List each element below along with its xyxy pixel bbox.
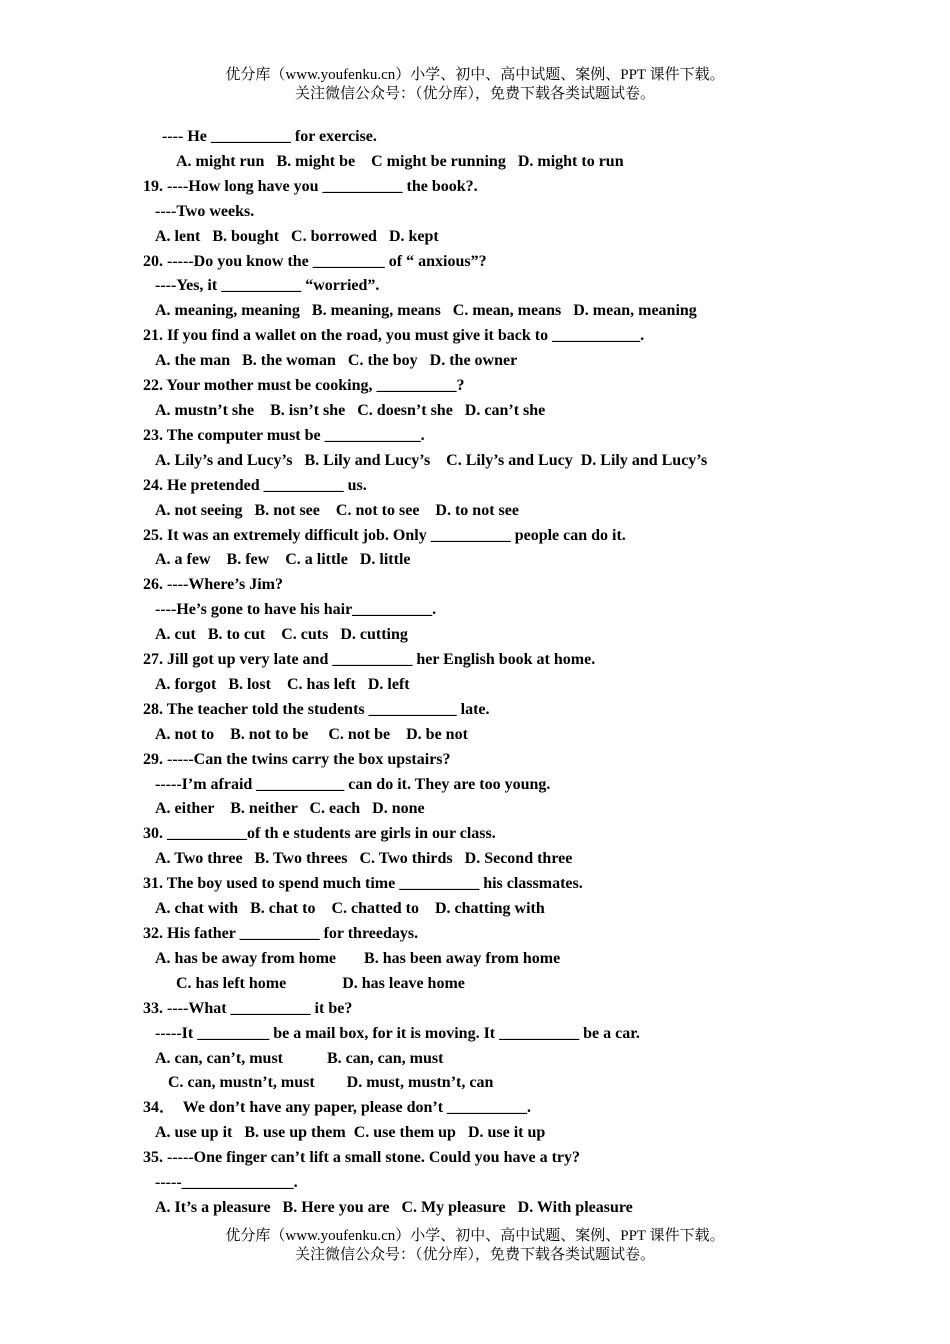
text-line: A. might run B. might be C might be running D. might to run [176,152,624,170]
question-content [143,125,863,1221]
text-line: A. can, can’t, must B. can, can, must [155,1049,444,1067]
text-line: A. use up it B. use up them C. use them up D. use it up [155,1124,546,1142]
text-line: 31. The boy used to spend much time __________ his classmates. [143,875,583,893]
text-line: A. chat with B. chat to C. chatted to D. chatting with [155,900,545,918]
text-line: A. It’s a pleasure B. Here you are C. My pleasure D. With pleasure [155,1198,633,1216]
text-line: A. has be away from home B. has been away from home [155,949,561,967]
text-line: A. not to B. not to be C. not be D. be not [155,725,468,743]
text-line: A. mustn’t she B. isn’t she C. doesn’t she D. can’t she [155,401,546,419]
footer-line-1: 优分库（www.youfenku.cn）小学、初中、高中试题、案例、PPT 课件下载。 [225,1228,725,1244]
text-line: 28. The teacher told the students ___________ late. [143,700,490,718]
text-line: A. meaning, meaning B. meaning, means C. mean, means D. mean, meaning [155,302,697,320]
text-line: A. forgot B. lost C. has left D. left [155,675,410,693]
text-line: A. a few B. few C. a little D. little [155,551,411,569]
text-line: 21. If you find a wallet on the road, you must give it back to ___________. [143,327,645,345]
header-line-2: 关注微信公众号：（优分库），免费下载各类试题试卷。 [294,86,655,102]
page-header [0,66,950,104]
text-line: A. Lily’s and Lucy’s B. Lily and Lucy’s C. Lily’s and Lucy D. Lily and Lucy’s [155,451,708,469]
text-line: 24. He pretended __________ us. [143,476,367,494]
text-line: 22. Your mother must be cooking, __________? [143,377,465,395]
text-line: 20. -----Do you know the _________ of “ anxious”? [143,252,487,270]
text-line: ---- He __________ for exercise. [162,128,377,145]
text-line: 30. __________of th e students are girls in our class. [143,825,496,843]
text-line: A. not seeing B. not see C. not to see D. to not see [155,501,519,519]
text-line: C. has left home D. has leave home [176,974,465,992]
text-line: 19. ----How long have you __________ the book?. [143,177,478,195]
text-line: 34． We don’t have any paper, please don’t __________. [143,1099,532,1117]
text-line: ----He’s gone to have his hair__________. [155,601,437,619]
text-line: ----Yes, it __________ “worried”. [155,277,380,295]
text-line: 32. His father __________ for threedays. [143,925,419,942]
text-line: 33. ----What __________ it be? [143,999,353,1017]
text-line: C. can, mustn’t, must D. must, mustn’t, can [168,1074,494,1092]
text-line: 35. -----One finger can’t lift a small stone. Could you have a try? [143,1149,580,1167]
text-line: A. lent B. bought C. borrowed D. kept [155,227,439,245]
text-line: A. the man B. the woman C. the boy D. the owner [155,352,518,370]
text-line: ----Two weeks. [155,202,255,220]
text-line: 29. -----Can the twins carry the box upstairs? [143,750,451,768]
text-line: 23. The computer must be ____________. [143,426,425,444]
text-line: 25. It was an extremely difficult job. Only __________ people can do it. [143,526,626,544]
text-line: A. cut B. to cut C. cuts D. cutting [155,626,408,644]
text-line: -----I’m afraid ___________ can do it. They are too young. [155,775,551,793]
text-line: A. Two three B. Two threes C. Two thirds D. Second three [155,850,573,868]
text-line: A. either B. neither C. each D. none [155,800,425,818]
text-line: -----It _________ be a mail box, for it is moving. It __________ be a car. [155,1024,640,1042]
footer-line-2: 关注微信公众号：（优分库），免费下载各类试题试卷。 [294,1247,655,1263]
text-line: 26. ----Where’s Jim? [143,576,283,594]
text-line: -----______________. [155,1174,298,1192]
header-line-1: 优分库（www.youfenku.cn）小学、初中、高中试题、案例、PPT 课件下载。 [225,67,725,83]
page-footer [0,1227,950,1265]
text-line: 27. Jill got up very late and __________ her English book at home. [143,651,596,669]
